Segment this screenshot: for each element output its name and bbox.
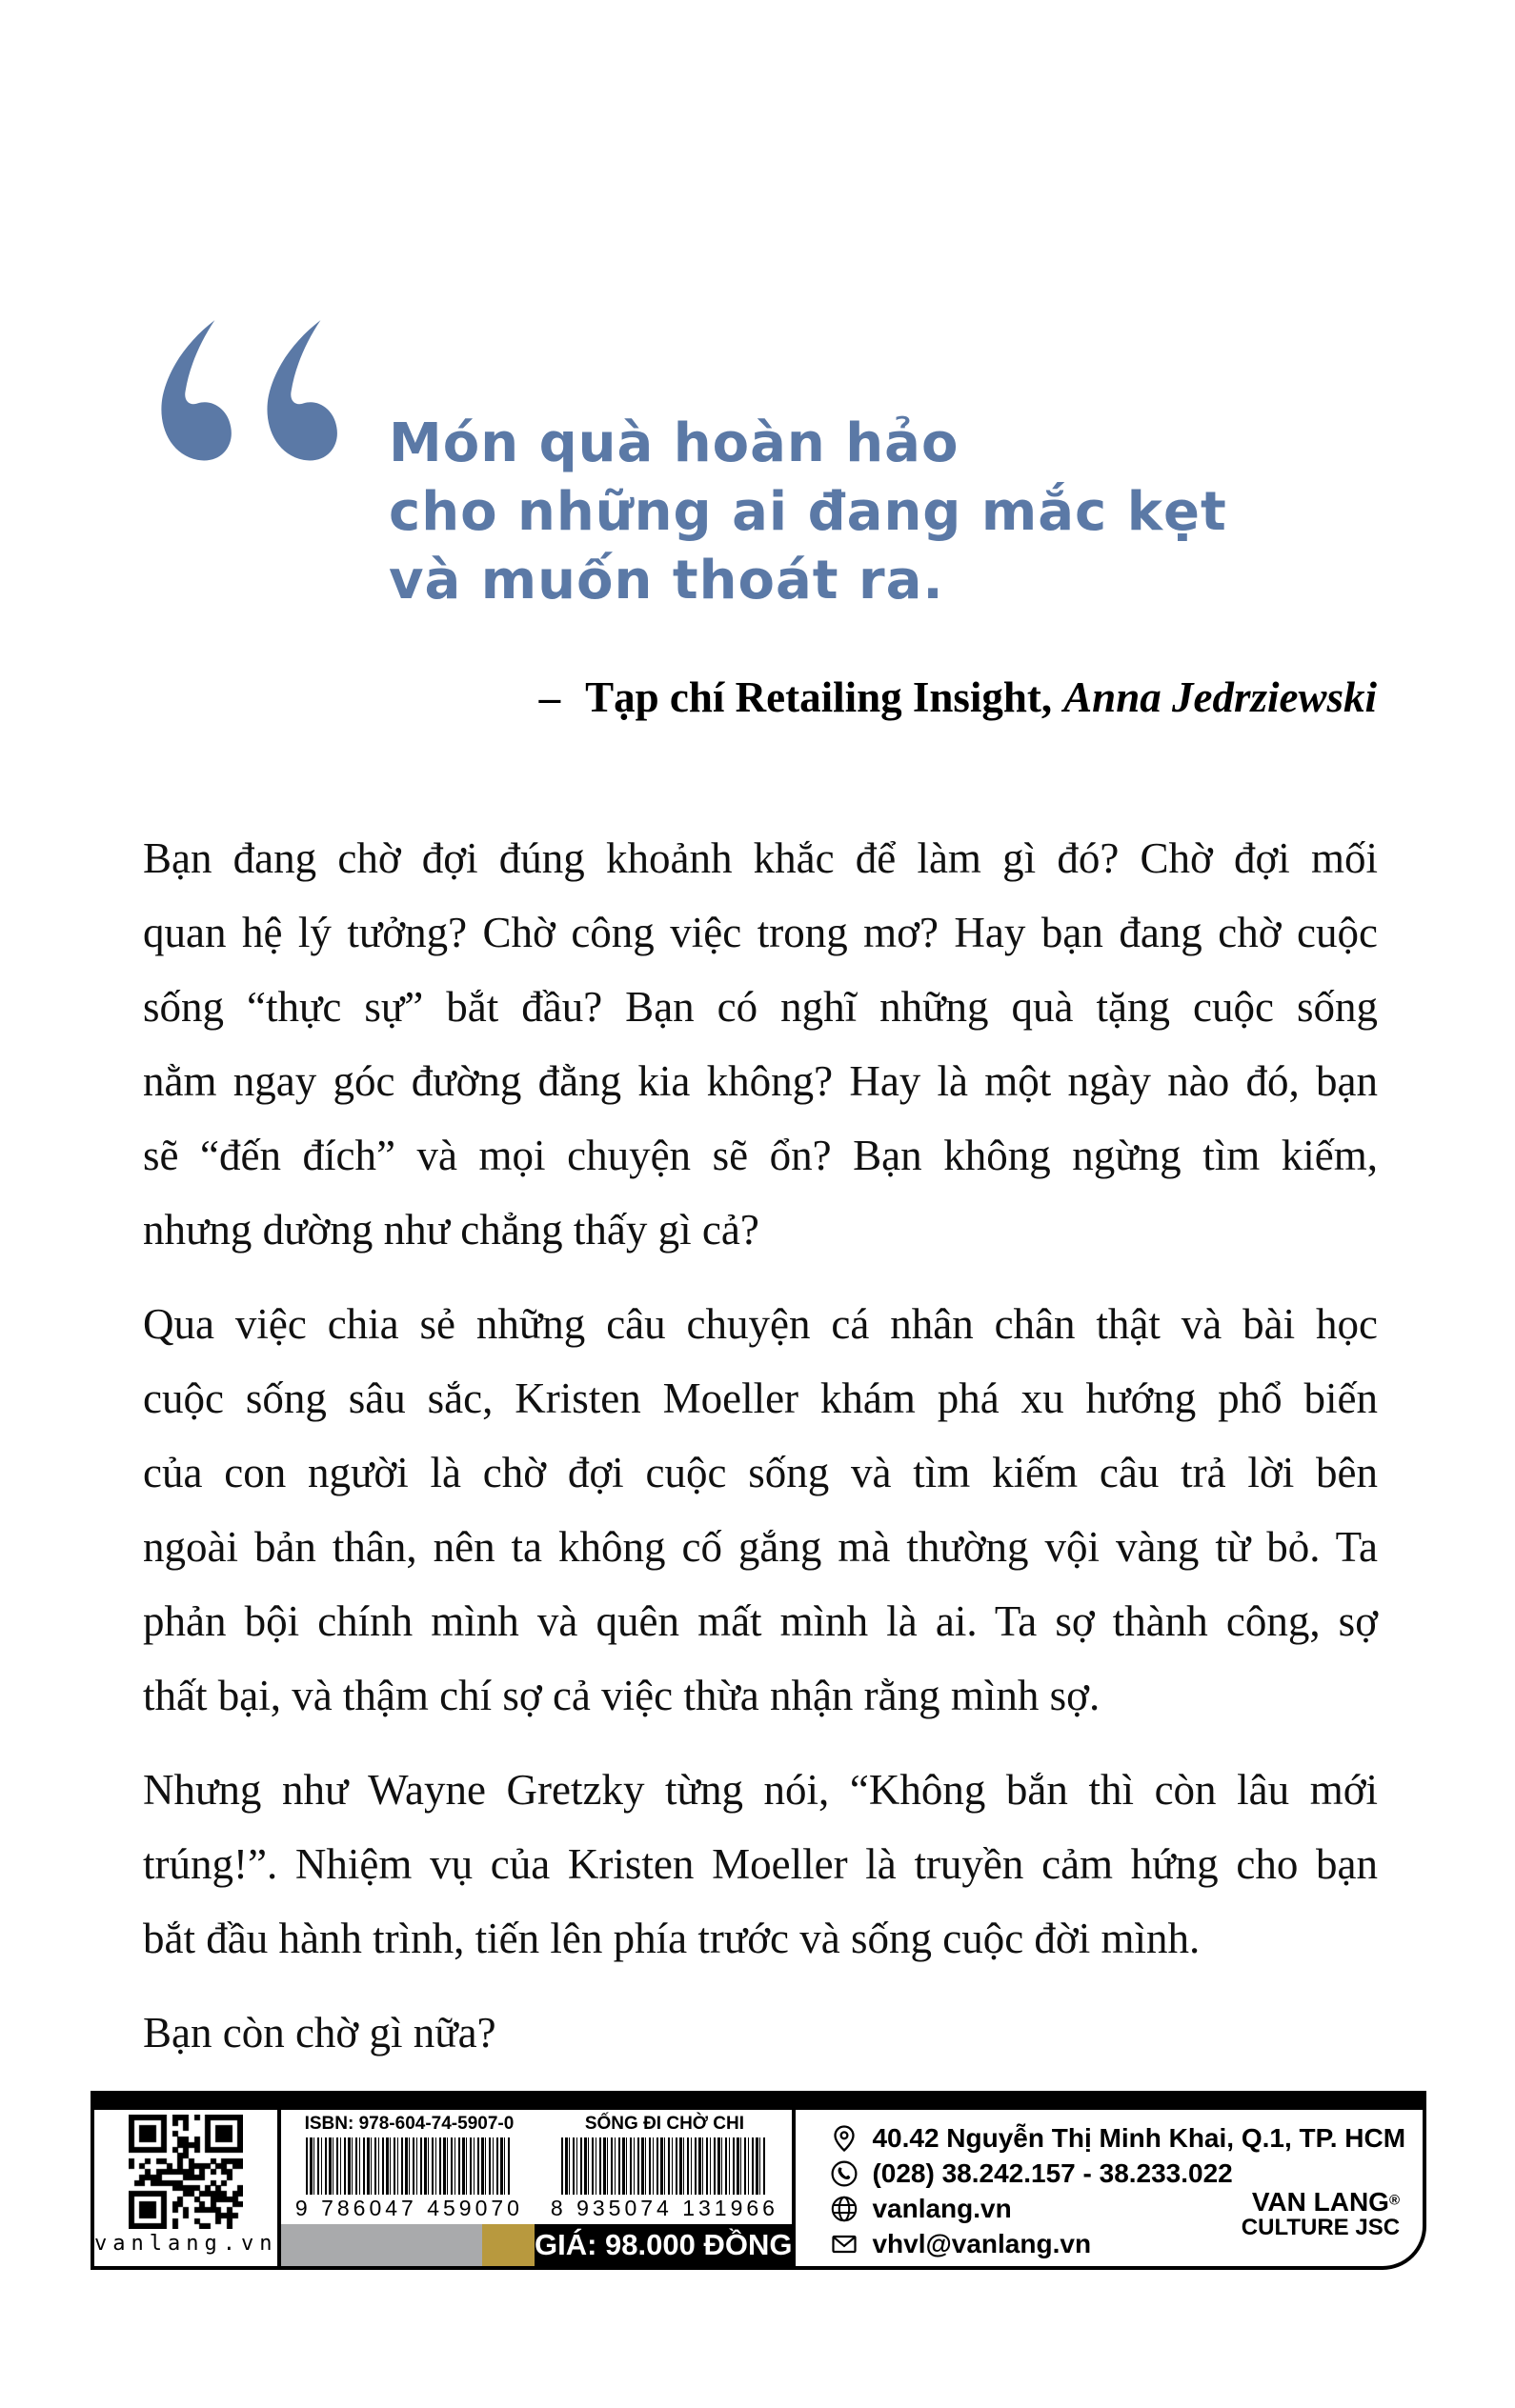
isbn-barcode-bars <box>306 2137 512 2195</box>
quote-line: và muốn thoát ra. <box>389 550 944 612</box>
body-line: bắt đầu hành trình, tiến lên phía trước và sống cuộc đời mình. <box>143 1915 1201 1962</box>
body-line: thất bại, và thậm chí sợ cả việc thừa nhận rằng mình sợ. <box>143 1672 1101 1719</box>
body-line: phản bội chính mình và quên mất mình là ai. Ta sợ thành công, sợ <box>143 1597 1378 1645</box>
quote-mark-icon <box>141 303 368 486</box>
quote-attribution <box>539 672 1377 722</box>
qr-label: vanlang.vn <box>94 2232 278 2256</box>
title-barcode-bars <box>561 2137 767 2195</box>
contact-text: (028) 38.242.157 - 38.233.022 <box>872 2158 1233 2188</box>
contact-text: vhvl@vanlang.vn <box>872 2229 1092 2258</box>
attribution-author: Anna Jedrziewski <box>1063 673 1377 721</box>
email-icon <box>830 2230 858 2258</box>
body-line: ngoài bản thân, nên ta không cố gắng mà thường vội vàng từ bỏ. Ta <box>143 1523 1378 1571</box>
body-line: sống “thực sự” bắt đầu? Bạn có nghĩ những quà tặng cuộc sống <box>143 983 1378 1031</box>
title-barcode-digits: 8 935074 131966 <box>550 2196 778 2220</box>
attribution-source: Tạp chí Retailing Insight, <box>585 673 1053 721</box>
body-line: Bạn đang chờ đợi đúng khoảnh khắc để làm gì đó? Chờ đợi mối <box>143 834 1378 882</box>
price-strip-gold-segment <box>482 2224 535 2266</box>
body-line: Nhưng như Wayne Gretzky từng nói, “Không bắn thì còn lâu mới <box>143 1766 1378 1814</box>
book-title-label: SỐNG ĐI CHỜ CHI <box>584 2114 745 2134</box>
price-strip <box>281 2224 792 2266</box>
body-line: nhưng dường như chẳng thấy gì cả? <box>143 1206 759 1254</box>
body-paragraph <box>143 821 1378 1267</box>
isbn-label: ISBN: 978-604-74-5907-0 <box>304 2114 515 2134</box>
body-line: trúng!”. Nhiệm vụ của Kristen Moeller là truyền cảm hứng cho bạn <box>143 1840 1378 1888</box>
body-paragraph <box>143 1753 1378 1976</box>
phone-icon <box>830 2159 858 2188</box>
logo-name: VAN LANG <box>1251 2186 1389 2217</box>
barcode-panel <box>281 2110 796 2266</box>
contact-row <box>830 2123 1405 2154</box>
isbn-barcode-digits: 9 786047 459070 <box>294 2196 523 2220</box>
price-label: GIÁ: 98.000 ĐỒNG <box>534 2228 793 2261</box>
publisher-logo <box>1241 2186 1401 2240</box>
isbn-barcode <box>281 2110 536 2224</box>
footer-top-strip <box>94 2095 1423 2110</box>
contact-text: 40.42 Nguyễn Thị Minh Khai, Q.1, TP. HCM <box>872 2123 1406 2153</box>
qr-panel <box>94 2110 281 2266</box>
contact-text: vanlang.vn <box>872 2194 1012 2223</box>
attribution-dash: – <box>538 673 561 721</box>
body-line: quan hệ lý tưởng? Chờ công việc trong mơ? Hay bạn đang chờ cuộc <box>143 909 1378 956</box>
price-strip-gray-segment <box>281 2224 482 2266</box>
registered-trademark-icon: ® <box>1388 2192 1401 2209</box>
price-strip-black-segment <box>535 2224 792 2266</box>
globe-icon <box>830 2195 858 2223</box>
qr-code <box>129 2115 243 2229</box>
body-line: Qua việc chia sẻ những câu chuyện cá nhân chân thật và bài học <box>143 1300 1378 1348</box>
body-line: Bạn còn chờ gì nữa? <box>143 2009 496 2057</box>
body-paragraph <box>143 1996 1378 2070</box>
quote-line: Món quà hoàn hảo <box>389 412 960 474</box>
footer-bar <box>91 2091 1426 2270</box>
contact-panel <box>796 2110 1424 2266</box>
logo-subtitle: CULTURE JSC <box>1241 2214 1401 2240</box>
title-barcode <box>536 2110 792 2224</box>
contact-row <box>830 2158 1405 2189</box>
body-line: của con người là chờ đợi cuộc sống và tìm kiếm câu trả lời bên <box>143 1449 1378 1496</box>
quote-text <box>389 410 1227 615</box>
quote-line: cho những ai đang mắc kẹt <box>389 481 1227 543</box>
body-paragraph <box>143 1287 1378 1733</box>
body-line: sẽ “đến đích” và mọi chuyện sẽ ổn? Bạn không ngừng tìm kiếm, <box>143 1132 1378 1179</box>
body-line: cuộc sống sâu sắc, Kristen Moeller khám phá xu hướng phổ biến <box>143 1375 1378 1422</box>
body-line: nằm ngay góc đường đằng kia không? Hay là một ngày nào đó, bạn <box>143 1057 1378 1105</box>
location-pin-icon <box>830 2124 858 2153</box>
body-text <box>143 821 1378 2090</box>
